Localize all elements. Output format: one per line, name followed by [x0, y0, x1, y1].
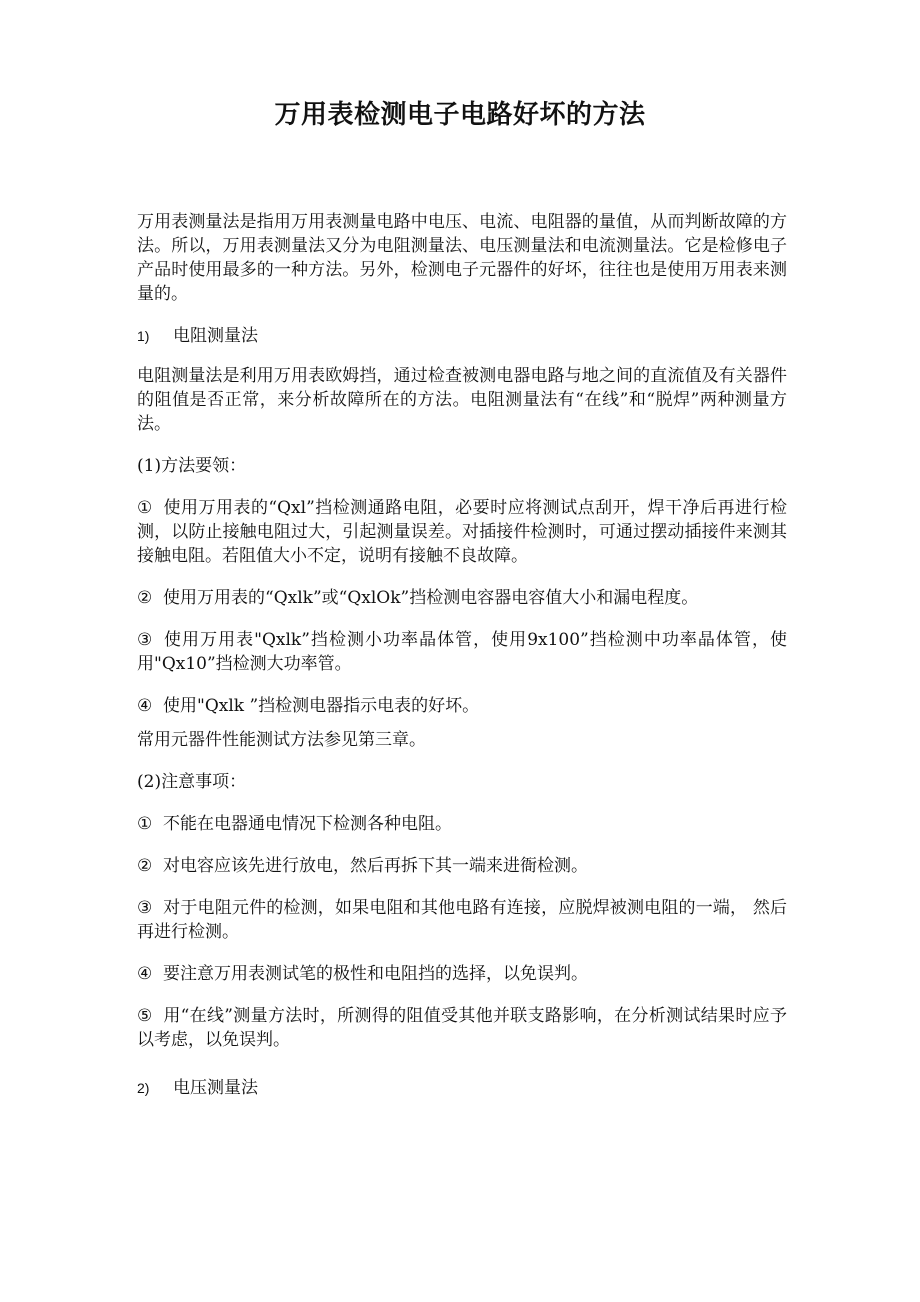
document-body — [137, 210, 787, 1100]
note-item — [137, 962, 787, 986]
method-item — [137, 694, 787, 718]
notes-heading: (2)注意事项： — [137, 772, 247, 792]
item-marker: ⑤ — [137, 1006, 153, 1026]
note-item — [137, 854, 787, 878]
item-text: 用“在线”测量方法时，所测得的阻值受其他并联支路影响，在分析测试结果时应予以考虑，以免误判。 — [137, 1006, 787, 1050]
item-marker: ④ — [137, 964, 153, 984]
method-item — [137, 496, 787, 568]
item-marker: ③ — [137, 630, 153, 650]
note-item — [137, 812, 787, 836]
section-title: 电阻测量法 — [173, 326, 258, 346]
item-marker: ② — [137, 856, 153, 876]
section-heading-voltage — [137, 1076, 787, 1100]
item-text: 要注意万用表测试笔的极性和电阻挡的选择，以免误判。 — [163, 964, 588, 984]
section-title: 电压测量法 — [173, 1078, 258, 1098]
item-text: 使用"Qxlk ”挡检测电器指示电表的好坏。 — [163, 696, 480, 716]
section-heading-resistance — [137, 324, 787, 348]
note-item — [137, 896, 787, 944]
section-number: 1) — [137, 328, 150, 344]
item-text: 不能在电器通电情况下检测各种电阻。 — [163, 814, 452, 834]
intro-paragraph: 万用表测量法是指用万用表测量电路中电压、电流、电阻器的量值，从而判断故障的方法。所以，万用表测量法又分为电阻测量法、电压测量法和电流测量法。它是检修电子产品时使用最多的一种方法。另外，检测电子元器件的好坏，往往也是使用万用表来测量的。 — [137, 212, 787, 304]
item-text: 对电容应该先进行放电，然后再拆下其一端来进衙检测。 — [163, 856, 588, 876]
method-item — [137, 586, 787, 610]
section-number: 2) — [137, 1080, 150, 1096]
page-title: 万用表检测电子电路好坏的方法 — [274, 100, 646, 130]
method-item — [137, 628, 787, 676]
resistance-description: 电阻测量法是利用万用表欧姆挡，通过检查被测电器电路与地之间的直流值及有关器件的阻值是否正常，来分析故障所在的方法。电阻测量法有“在线”和“脱焊”两种测量方法。 — [137, 366, 787, 434]
item-text: 使用万用表的“Qxl”挡检测通路电阻，必要时应将测试点刮开，焊干净后再进行检测，以防止接触电阻过大，引起测量误差。对插接件检测时，可通过摆动插接件来测其接触电阻。若阻值大小不定，说明有接触不良故障。 — [137, 498, 787, 566]
item-marker: ② — [137, 588, 153, 608]
reference-note: 常用元器件性能测试方法参见第三章。 — [137, 730, 426, 750]
item-text: 使用万用表的“Qxlk”或“QxlOk”挡检测电容器电容值大小和漏电程度。 — [163, 588, 699, 608]
item-text: 使用万用表"Qxlk”挡检测小功率晶体管，使用9x100”挡检测中功率晶体管，使用"Qx10”挡检测大功率管。 — [137, 630, 787, 674]
note-item — [137, 1004, 787, 1052]
method-heading: (1)方法要领： — [137, 456, 247, 476]
item-text: 对于电阻元件的检测，如果电阻和其他电路有连接，应脱焊被测电阻的一端， 然后再进行检测。 — [137, 898, 787, 942]
item-marker: ④ — [137, 696, 153, 716]
item-marker: ① — [137, 498, 153, 518]
item-marker: ① — [137, 814, 153, 834]
item-marker: ③ — [137, 898, 153, 918]
